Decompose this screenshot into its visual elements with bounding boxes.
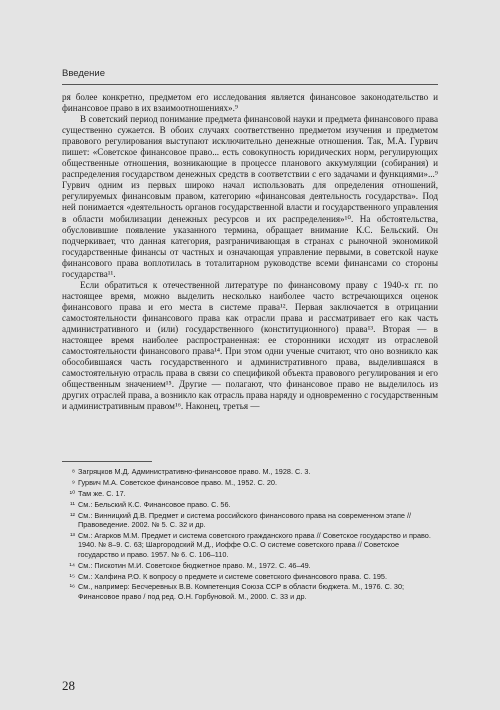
footnote-13: ¹³ См.: Агарков М.М. Предмет и система советского гражданского права // Советское государство и право. 1940. № 8–9. С. 63; Шаргородский М.Д., Иоффе О.С. О системе советского права // Советское государство и право. 1957. № 6. С. 106–110.: [70, 530, 431, 559]
footnote-8: ⁸ Загряцков М.Д. Административно-финансовое право. М., 1928. С. 3.: [71, 467, 311, 476]
page-number: 28: [62, 678, 75, 693]
footnote-rule: [62, 461, 152, 462]
footnote-10: ¹⁰ Там же. С. 17.: [69, 488, 126, 498]
footnote-12: ¹² См.: Винницкий Д.В. Предмет и система российского финансового права на современном этапе // Правоведение. 2002. № 5. С. 32 и др.: [70, 510, 412, 530]
header-rule: [62, 84, 438, 85]
footnote-16: ¹⁶ См., например: Бесчеревных В.В. Компетенция Союза ССР в области бюджета. М., 1976. С. 30; Финансовое право / под ред. О.Н. Горбуновой. М., 2000. С. 33 и др.: [69, 582, 405, 601]
paragraph-2: В советский период понимание предмета финансовой науки и предмета финансового права существенно сужается. В обоих случаях соответственно предметом изучения и предметом правового регулирования выступают исключительно денежные отношения. Так, М.А. Гурвич пишет: «Советское финансовое право... есть совокупность юридических норм, регулирующих общественные отношения, возникающие в процессе планового аккумуляции (собирания) и распределения государством денежных средств в соответствии с его задачами и функциями»...⁹ Гурвич одним из первых широко начал использовать для определения отношений, регулируемых финансовым правом, категорию «финансовая деятельность государства». Под ней понимается «деятельность органов государственной власти и государственного управления в области мобилизации денежных ресурсов и их распределения»¹⁰. На обстоятельства, обусловившие появление указанного термина, обращает внимание К.С. Бельский. Он подчеркивает, что данная категория, разграничивающая в странах с рыночной экономикой государственные финансы от частных и означающая управление первыми, в советской науке финансового права воплотилась в тоталитарном руководстве всеми финансами со стороны государства¹¹.: [62, 114, 438, 279]
running-header: Введение: [62, 68, 106, 79]
body-text: [62, 92, 438, 412]
footnote-11: ¹¹ См.: Бельский К.С. Финансовое право. С. 56.: [70, 499, 231, 509]
footnotes: [62, 467, 438, 603]
paragraph-1: ря более конкретно, предметом его исследования является финансовое законодательство и финансовое право в их взаимоотношениях».⁹: [62, 92, 438, 114]
footnote-14: ¹⁴ См.: Пискотин М.И. Советское бюджетное право. М., 1972. С. 46–49.: [69, 560, 311, 570]
paragraph-3: Если обратиться к отечественной литературе по финансовому праву с 1940-х гг. по настоящее время, можно выделить несколько наиболее часто встречающихся оценок финансового права и его места в системе права¹². Первая заключается в отрицании самостоятельности финансового права как отрасли права и рассматривает его как часть административного и (или) государственного (конституционного) права¹³. Вторая — в настоящее время наиболее распространенная: ее сторонники исходят из отраслевой самостоятельности финансового права¹⁴. При этом одни ученые считают, что оно возникло как обособившаяся часть государственного и административного права, выделившаяся в самостоятельную отрасль права в связи со спецификой объекта правового регулирования и его общественным значением¹⁵. Другие — полагают, что финансовое право не выделилось из других отраслей права, а возникло как отрасль права наряду и одновременно с государственным и административным правом¹⁶. Наконец, третья —: [62, 279, 438, 412]
footnote-15: ¹⁵ См.: Халфина Р.О. К вопросу о предмете и системе советского финансового права. С. 195.: [69, 571, 387, 581]
footnote-9: ⁹ Гурвич М.А. Советское финансовое право. М., 1952. С. 20.: [71, 477, 277, 487]
